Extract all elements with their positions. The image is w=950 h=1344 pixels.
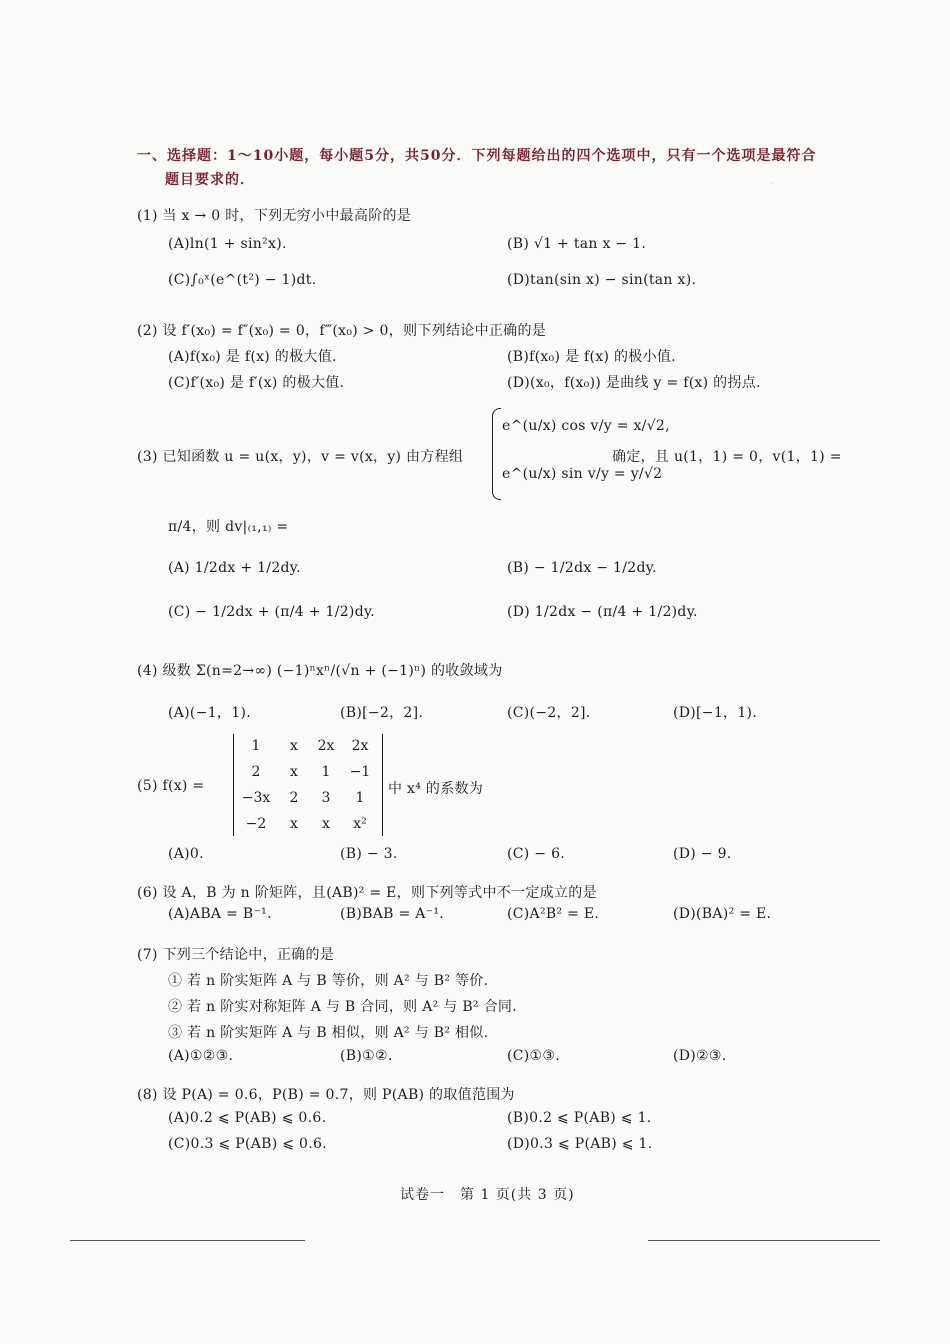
q7-statement-1: ① 若 n 阶实矩阵 A 与 B 等价，则 A² 与 B² 等价. <box>168 973 489 989</box>
matrix-cell: −3x <box>241 790 271 806</box>
q5-option-b: (B) − 3. <box>340 846 398 862</box>
bottom-rule-left <box>70 1240 305 1241</box>
q5-option-d: (D) − 9. <box>673 846 732 862</box>
q6-option-d: (D)(BA)² = E. <box>673 906 772 922</box>
q8-stem: (8) 设 P(A) = 0.6，P(B) = 0.7，则 P(AB) 的取值范围为 <box>137 1087 515 1103</box>
section-title-line2: 题目要求的． <box>165 172 255 188</box>
matrix-cell: 3 <box>321 790 331 806</box>
q7-option-b: (B)①②. <box>340 1048 393 1064</box>
bottom-rule-right <box>648 1240 880 1241</box>
q6-option-c: (C)A²B² = E. <box>507 906 600 922</box>
q2-option-d: (D)(x₀，f(x₀)) 是曲线 y = f(x) 的拐点. <box>507 375 761 391</box>
q8-option-a: (A)0.2 ⩽ P(AB) ⩽ 0.6. <box>168 1110 327 1126</box>
q6-option-b: (B)BAB = A⁻¹. <box>340 906 444 922</box>
q5-option-c: (C) − 6. <box>507 846 566 862</box>
matrix-cell: x <box>290 816 298 832</box>
q7-option-c: (C)①③. <box>507 1048 560 1064</box>
q7-statement-2: ② 若 n 阶实对称矩阵 A 与 B 合同，则 A² 与 B² 合同. <box>168 999 517 1015</box>
q4-option-d: (D)[−1，1). <box>673 705 758 721</box>
q4-option-b: (B)[−2，2]. <box>340 705 424 721</box>
q1-option-b: (B) √1 + tan x − 1. <box>507 236 647 252</box>
matrix-cell: 2x <box>317 738 335 754</box>
matrix-cell: −2 <box>245 816 267 832</box>
matrix-cell: 2 <box>289 790 299 806</box>
q3-option-d: (D) 1/2dx − (π/4 + 1/2)dy. <box>507 604 698 620</box>
q2-option-c: (C)f′(x₀) 是 f′(x) 的极大值. <box>168 375 345 391</box>
q8-option-c: (C)0.3 ⩽ P(AB) ⩽ 0.6. <box>168 1136 327 1152</box>
page-footer: 试卷一 第 1 页(共 3 页) <box>400 1187 575 1203</box>
matrix-cell: x <box>322 816 330 832</box>
q1-option-d: (D)tan(sin x) − sin(tan x). <box>507 272 697 288</box>
q7-stem: (7) 下列三个结论中，正确的是 <box>137 947 335 963</box>
q5-stem-post: 中 x⁴ 的系数为 <box>388 781 484 797</box>
equation-brace <box>492 408 501 500</box>
matrix-cell: 1 <box>355 790 365 806</box>
matrix-cell: x <box>290 738 298 754</box>
q4-option-a: (A)(−1，1). <box>168 705 251 721</box>
q5-stem-pre: (5) f(x) = <box>137 778 205 794</box>
q3-stem-pre: (3) 已知函数 u = u(x，y)，v = v(x，y) 由方程组 <box>137 449 464 465</box>
q3-option-c: (C) − 1/2dx + (π/4 + 1/2)dy. <box>168 604 376 620</box>
q3-continuation: π/4，则 dv|₍₁,₁₎ = <box>168 519 289 535</box>
matrix-cell: 1 <box>251 738 261 754</box>
q3-stem-post: 确定，且 u(1，1) = 0，v(1，1) = <box>612 449 842 465</box>
q1-option-a: (A)ln(1 + sin²x). <box>168 236 287 252</box>
matrix-cell: −1 <box>349 764 371 780</box>
q3-equation-1: e^(u/x) cos v/y = x/√2, <box>502 418 670 434</box>
q6-option-a: (A)ABA = B⁻¹. <box>168 906 272 922</box>
section-title-line1: 一、选择题：1～10小题，每小题5分，共50分．下列每题给出的四个选项中，只有一个选项是最符合 <box>137 148 817 164</box>
q8-option-d: (D)0.3 ⩽ P(AB) ⩽ 1. <box>507 1136 653 1152</box>
q4-stem: (4) 级数 Σ(n=2→∞) (−1)ⁿxⁿ/(√n + (−1)ⁿ) 的收敛域为 <box>137 663 503 679</box>
q2-option-b: (B)f(x₀) 是 f(x) 的极小值. <box>507 349 676 365</box>
matrix-cell: 2 <box>251 764 261 780</box>
q5-option-a: (A)0. <box>168 846 204 862</box>
q1-stem: (1) 当 x → 0 时，下列无穷小中最高阶的是 <box>137 208 412 224</box>
determinant <box>233 734 383 836</box>
q7-option-d: (D)②③. <box>673 1048 727 1064</box>
q1-option-c: (C)∫₀ˣ(e^(t²) − 1)dt. <box>168 272 317 288</box>
matrix-cell: 1 <box>321 764 331 780</box>
q6-stem: (6) 设 A，B 为 n 阶矩阵，且(AB)² = E，则下列等式中不一定成立的是 <box>137 885 597 901</box>
q3-option-b: (B) − 1/2dx − 1/2dy. <box>507 560 657 576</box>
q2-option-a: (A)f(x₀) 是 f(x) 的极大值. <box>168 349 337 365</box>
matrix-cell: x² <box>353 816 367 832</box>
q3-option-a: (A) 1/2dx + 1/2dy. <box>168 560 301 576</box>
matrix-cell: x <box>290 764 298 780</box>
q7-statement-3: ③ 若 n 阶实矩阵 A 与 B 相似，则 A² 与 B² 相似. <box>168 1025 489 1041</box>
matrix-cell: 2x <box>351 738 369 754</box>
q8-option-b: (B)0.2 ⩽ P(AB) ⩽ 1. <box>507 1110 652 1126</box>
q3-equation-2: e^(u/x) sin v/y = y/√2 <box>502 466 663 482</box>
q4-option-c: (C)(−2，2]. <box>507 705 591 721</box>
bleed-mark: · <box>770 176 775 192</box>
q7-option-a: (A)①②③. <box>168 1048 234 1064</box>
q2-stem: (2) 设 f′(x₀) = f″(x₀) = 0，f‴(x₀) > 0，则下列结论中正确的是 <box>137 323 547 339</box>
